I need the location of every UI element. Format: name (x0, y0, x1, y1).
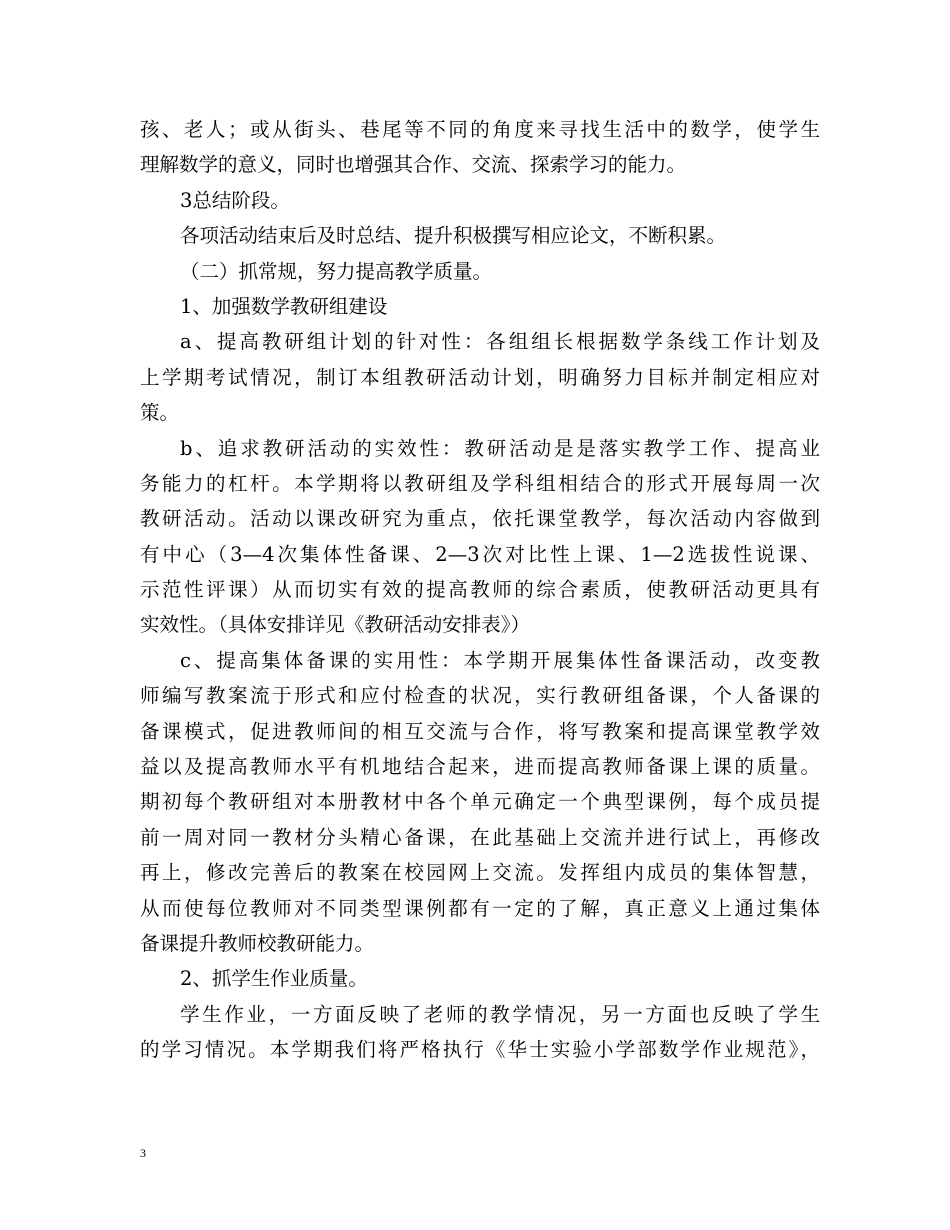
section-heading: 1、加强数学教研组建设 (180, 294, 388, 318)
section-heading: 2、抓学生作业质量。 (180, 967, 368, 991)
text-line: 各项活动结束后及时总结、提升积极撰写相应论文，不断积累。 (180, 224, 727, 248)
text-line: 教研活动。活动以课改研究为重点，依托课堂教学，每次活动内容做到 (140, 507, 820, 531)
text-line: 策。 (140, 401, 180, 425)
section-heading: （二）抓常规，努力提高教学质量。 (180, 259, 493, 283)
text-line: 有中心（3—4次集体性备课、2—3次对比性上课、1—2选拔性说课、 (140, 542, 820, 566)
page-number: 3 (140, 1146, 146, 1160)
text-line: 务能力的杠杆。本学期将以教研组及学科组相结合的形式开展每周一次 (140, 471, 820, 495)
text-line: 前一周对同一教材分头精心备课，在此基础上交流并进行试上，再修改 (140, 825, 820, 849)
text-line: 示范性评课）从而切实有效的提高教师的综合素质，使教研活动更具有 (140, 578, 820, 602)
document-body (140, 112, 820, 1068)
text-line: 上学期考试情况，制订本组教研活动计划，明确努力目标并制定相应对 (140, 365, 820, 389)
text-line: 再上，修改完善后的教案在校园网上交流。发挥组内成员的集体智慧， (140, 861, 820, 885)
text-line: 学生作业，一方面反映了老师的教学情况，另一方面也反映了学生 (180, 1002, 820, 1026)
text-line: 的学习情况。本学期我们将严格执行《华士实验小学部数学作业规范》， (140, 1038, 820, 1062)
text-line: 备课模式，促进教师间的相互交流与合作，将写教案和提高课堂教学效 (140, 719, 820, 743)
text-line: 期初每个教研组对本册教材中各个单元确定一个典型课例，每个成员提 (140, 790, 820, 814)
text-line: 孩、老人；或从街头、巷尾等不同的角度来寻找生活中的数学，使学生 (140, 118, 820, 141)
text-line: 实效性。（具体安排详见《教研活动安排表》） (140, 613, 531, 637)
text-line: 益以及提高教师水平有机地结合起来，进而提高教师备课上课的质量。 (140, 755, 820, 779)
text-line: a、提高教研组计划的针对性：各组组长根据数学条线工作计划及 (180, 330, 820, 354)
section-heading: 3总结阶段。 (180, 188, 290, 212)
text-line: b、追求教研活动的实效性：教研活动是是落实教学工作、提高业 (180, 436, 820, 460)
text-line: 从而使每位教师对不同类型课例都有一定的了解，真正意义上通过集体 (140, 896, 820, 920)
text-line: 备课提升教师校教研能力。 (140, 931, 375, 955)
text-line: 理解数学的意义，同时也增强其合作、交流、探索学习的能力。 (140, 153, 687, 177)
text-line: 师编写教案流于形式和应付检查的状况，实行教研组备课，个人备课的 (140, 684, 820, 708)
text-line: c、提高集体备课的实用性：本学期开展集体性备课活动，改变教 (180, 648, 820, 672)
